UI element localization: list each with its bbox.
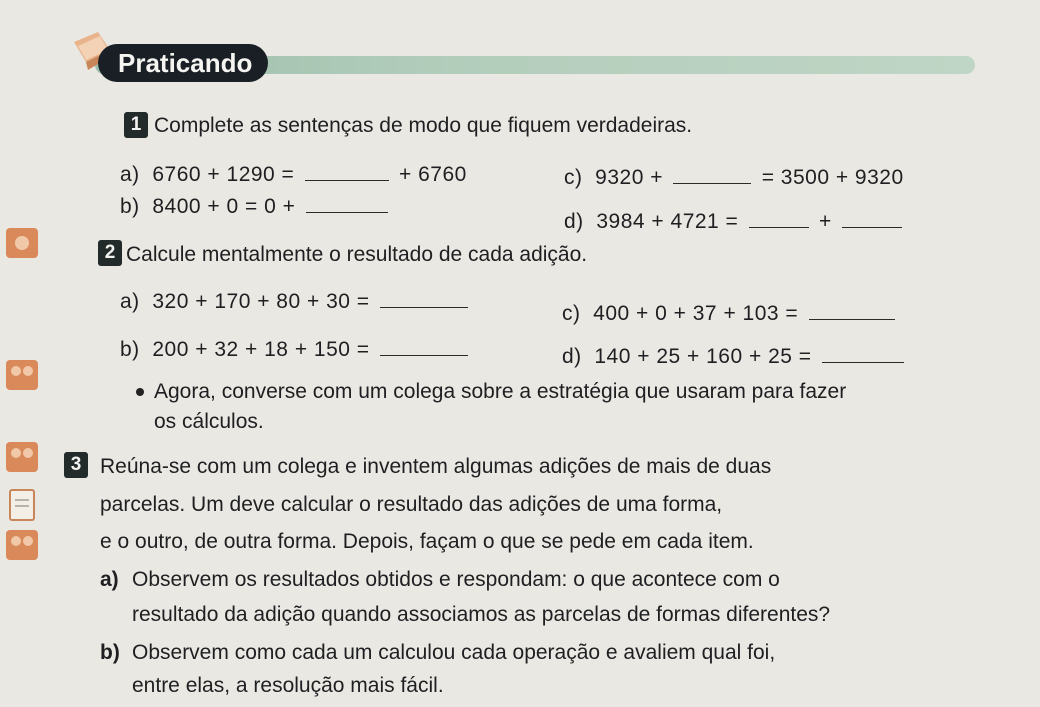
ex1-a-right: + 6760	[399, 163, 467, 186]
ex2-a-expr: 320 + 170 + 80 + 30 =	[152, 290, 370, 313]
ex3-b-line2: entre elas, a resolução mais fácil.	[132, 674, 444, 697]
item-label: d)	[564, 210, 584, 233]
answer-blank	[305, 178, 389, 181]
ex1-a-left: 6760 + 1290 =	[152, 163, 295, 186]
pair-work-icon	[4, 440, 40, 474]
ex1-c-left: 9320 +	[595, 166, 663, 189]
ex1-c-right: = 3500 + 9320	[761, 166, 904, 189]
answer-blank	[842, 225, 902, 228]
bullet-point	[136, 388, 144, 396]
exercise-number-1: 1	[124, 112, 148, 138]
ex3-a-line1: Observem os resultados obtidos e respondam: o que acontece com o	[132, 568, 780, 591]
mental-calc-icon	[4, 226, 40, 260]
pair-work-icon	[4, 358, 40, 392]
ex3-line2: parcelas. Um deve calcular o resultado das adições de uma forma,	[100, 493, 723, 516]
ex1-instruction: Complete as sentenças de modo que fiquem verdadeiras.	[154, 114, 693, 137]
ex1-item-a	[120, 163, 467, 187]
item-label: a)	[120, 290, 140, 313]
ex3-a-label: a)	[100, 568, 119, 591]
item-label: b)	[120, 195, 140, 218]
ex2-item-c	[562, 302, 899, 326]
ex2-item-d	[562, 345, 908, 369]
ex1-item-c	[564, 166, 904, 190]
item-label: c)	[562, 302, 581, 325]
ex2-instruction: Calcule mentalmente o resultado de cada adição.	[126, 243, 588, 266]
answer-blank	[673, 181, 751, 184]
ex3-a-line2: resultado da adição quando associamos as parcelas de formas diferentes?	[132, 603, 831, 626]
ex3-b-label: b)	[100, 641, 120, 664]
exercise-number-3: 3	[64, 452, 88, 478]
ex2-bullet-line2: os cálculos.	[154, 410, 264, 433]
ex2-b-expr: 200 + 32 + 18 + 150 =	[152, 338, 370, 361]
ex1-item-d	[564, 210, 906, 234]
ex3-b-line1: Observem como cada um calculou cada operação e avaliem qual foi,	[132, 641, 776, 664]
answer-blank	[306, 210, 388, 213]
ex1-d-mid: +	[819, 210, 832, 233]
pair-work-icon	[4, 528, 40, 562]
ex2-item-b	[120, 338, 472, 362]
ex2-c-expr: 400 + 0 + 37 + 103 =	[593, 302, 799, 325]
ex1-b-left: 8400 + 0 = 0 +	[152, 195, 296, 218]
item-label: b)	[120, 338, 140, 361]
answer-blank	[809, 317, 895, 320]
item-label: d)	[562, 345, 582, 368]
ex1-item-b	[120, 195, 392, 219]
item-label: c)	[564, 166, 583, 189]
ex2-item-a	[120, 290, 472, 314]
answer-blank	[822, 360, 904, 363]
ex2-d-expr: 140 + 25 + 160 + 25 =	[594, 345, 812, 368]
ex3-line1: Reúna-se com um colega e inventem algumas adições de mais de duas	[100, 455, 772, 478]
notebook-icon	[4, 488, 40, 522]
answer-blank	[380, 305, 468, 308]
answer-blank	[749, 225, 809, 228]
section-title: Praticando	[98, 44, 268, 82]
answer-blank	[380, 353, 468, 356]
ex1-d-left: 3984 + 4721 =	[596, 210, 739, 233]
ex2-bullet-line1: Agora, converse com um colega sobre a estratégia que usaram para fazer	[154, 380, 847, 403]
ex3-line3: e o outro, de outra forma. Depois, façam o que se pede em cada item.	[100, 530, 754, 553]
exercise-number-2: 2	[98, 240, 122, 266]
item-label: a)	[120, 163, 140, 186]
